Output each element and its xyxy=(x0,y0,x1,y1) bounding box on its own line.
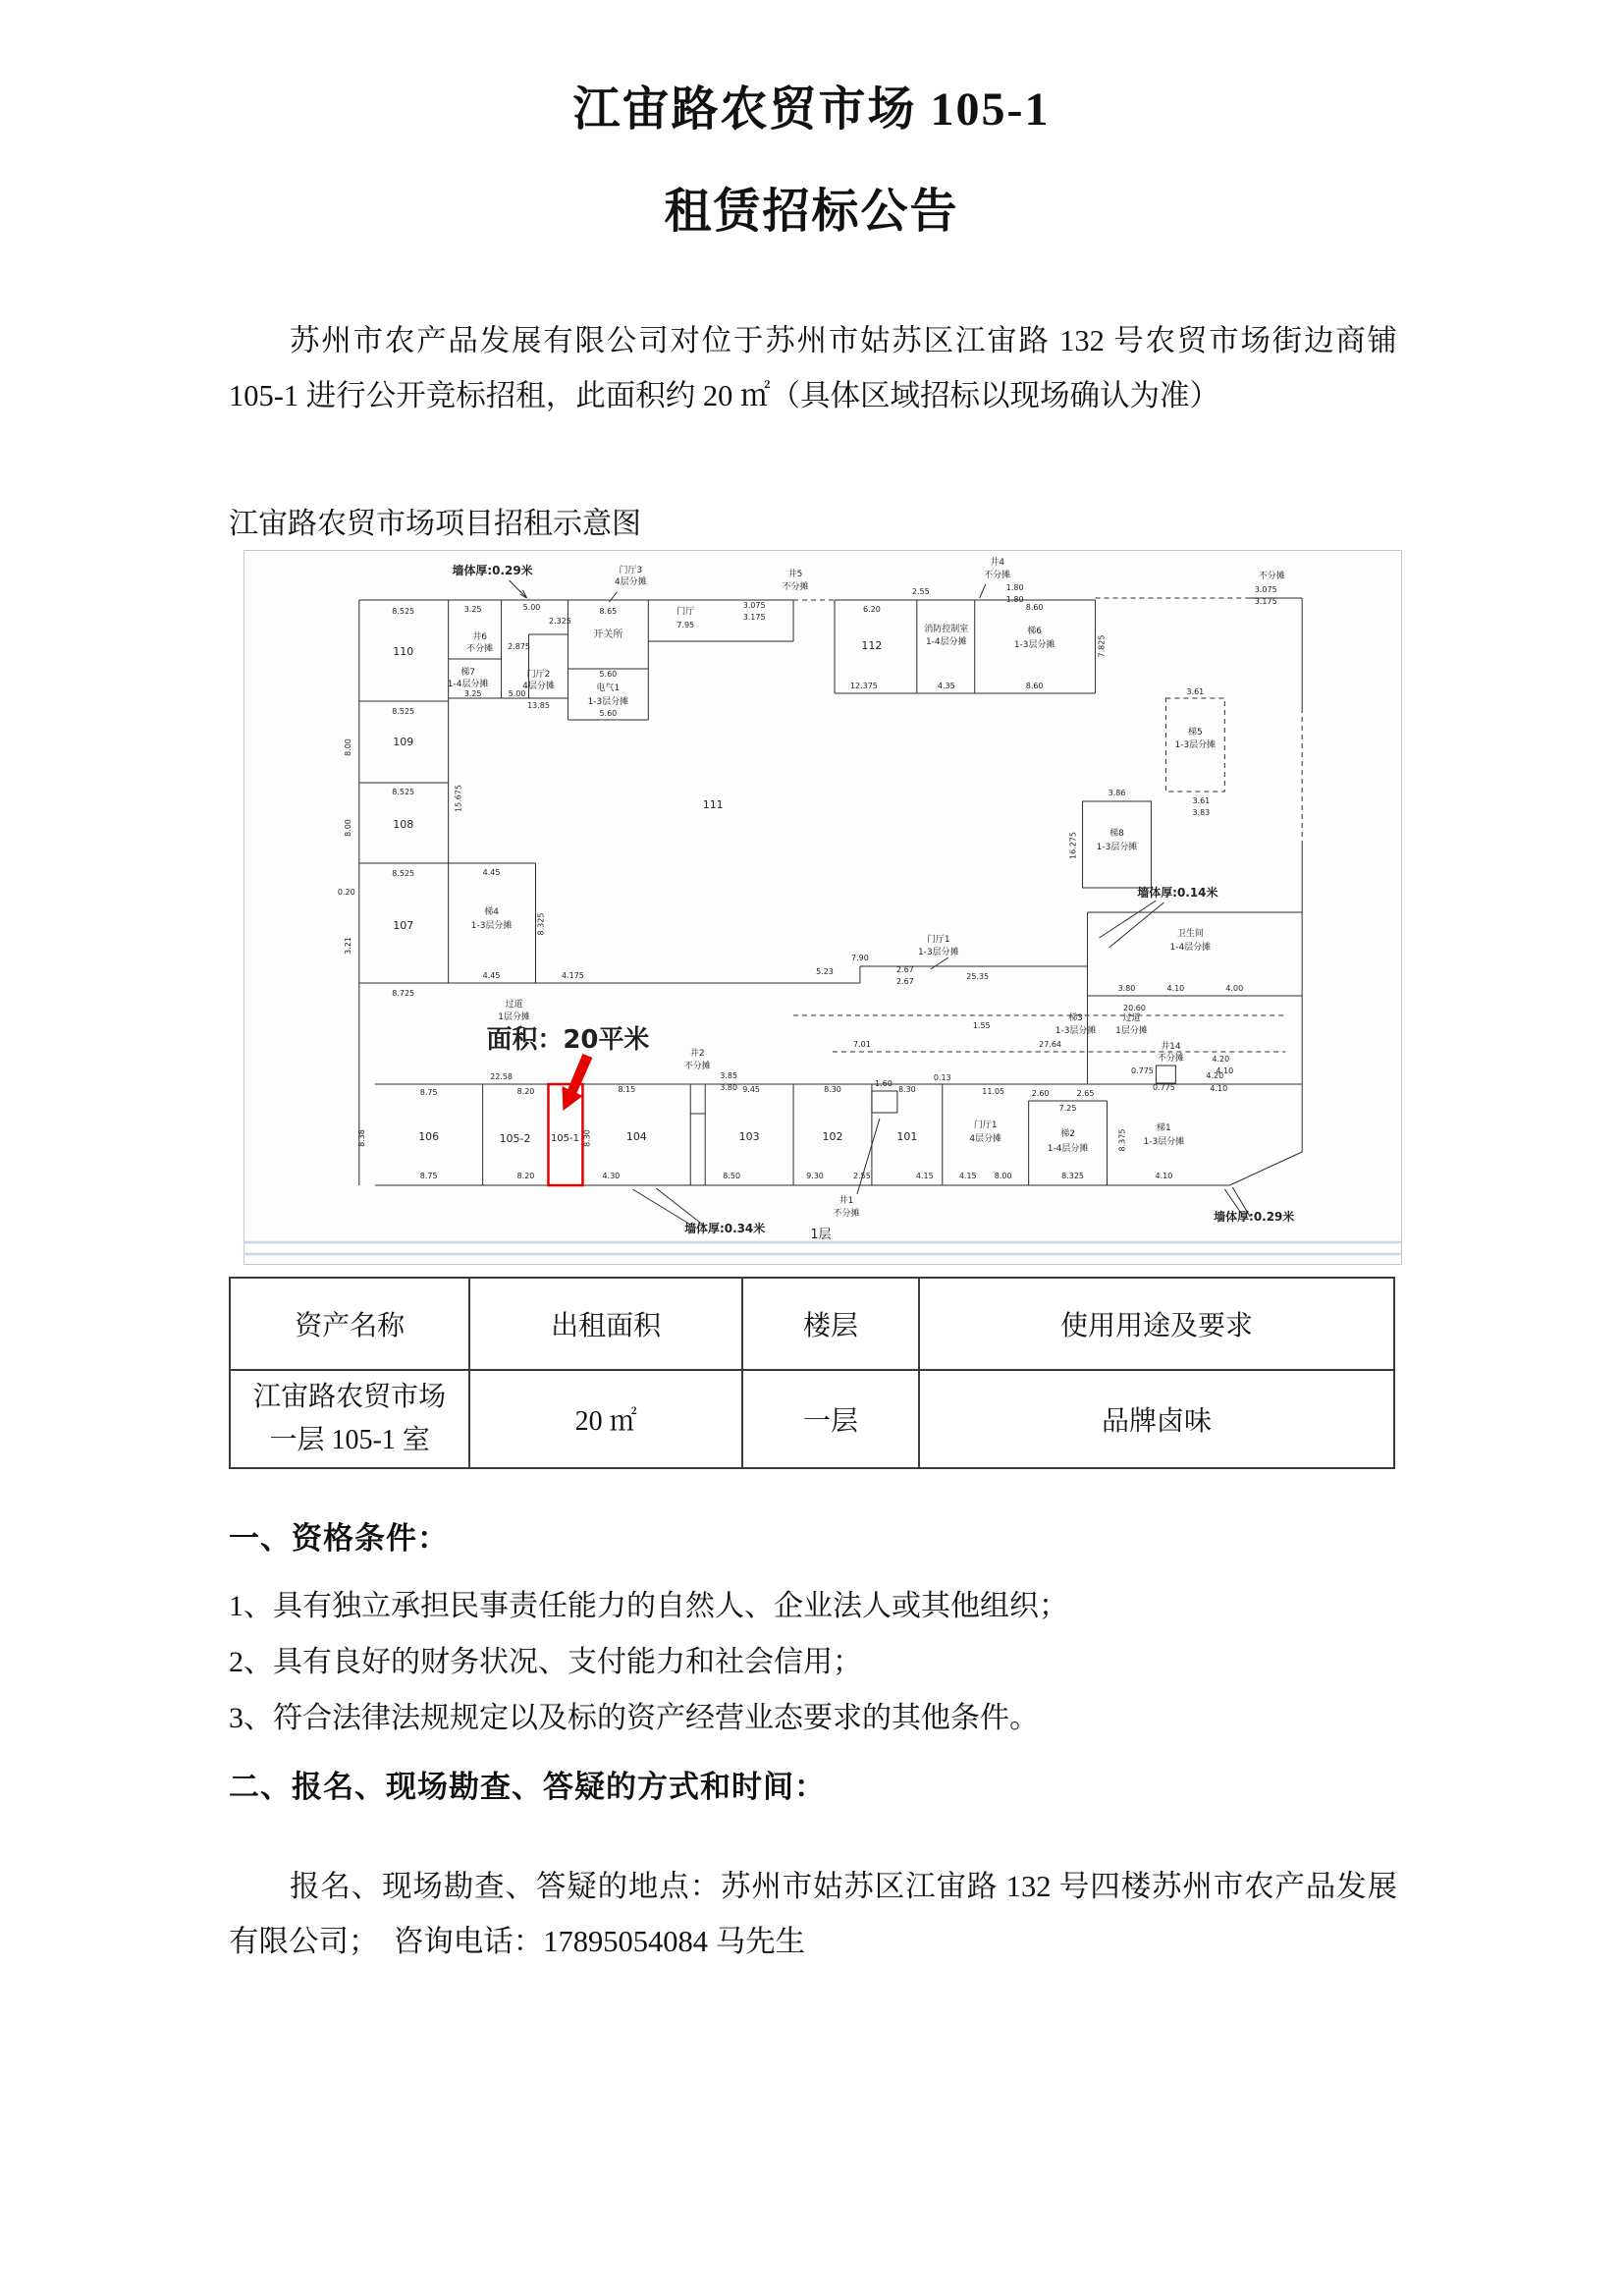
svg-text:消防控制室: 消防控制室 xyxy=(924,624,969,635)
svg-text:1-3层分摊: 1-3层分摊 xyxy=(1013,639,1055,651)
svg-text:8.00: 8.00 xyxy=(994,1171,1012,1181)
svg-text:6.20: 6.20 xyxy=(863,604,881,615)
svg-text:3.61: 3.61 xyxy=(1192,795,1211,806)
svg-text:1-3层分摊: 1-3层分摊 xyxy=(1143,1136,1185,1148)
svg-text:4.10: 4.10 xyxy=(1166,983,1185,994)
svg-text:7.25: 7.25 xyxy=(1058,1103,1077,1114)
svg-text:门厅2: 门厅2 xyxy=(526,669,551,681)
col-header-rent-area: 出租面积 xyxy=(469,1278,742,1370)
svg-text:3.25: 3.25 xyxy=(463,688,482,699)
svg-text:过道: 过道 xyxy=(505,999,523,1011)
svg-text:5.00: 5.00 xyxy=(508,688,526,699)
svg-text:井6: 井6 xyxy=(472,631,487,643)
svg-text:9.30: 9.30 xyxy=(806,1171,824,1181)
svg-text:1-3层分摊: 1-3层分摊 xyxy=(917,947,959,958)
svg-text:8.00: 8.00 xyxy=(343,819,352,837)
svg-text:2.55: 2.55 xyxy=(853,1171,871,1181)
svg-text:面积：20平米: 面积：20平米 xyxy=(486,1024,650,1056)
svg-text:墙体厚:0.29米: 墙体厚:0.29米 xyxy=(452,563,533,578)
svg-text:墙体厚:0.29米: 墙体厚:0.29米 xyxy=(1214,1209,1295,1225)
svg-text:0.775: 0.775 xyxy=(1131,1066,1154,1076)
svg-text:梯7: 梯7 xyxy=(460,667,475,679)
svg-text:4.30: 4.30 xyxy=(602,1171,621,1181)
svg-text:梯1: 梯1 xyxy=(1157,1122,1171,1134)
svg-text:1-3层分摊: 1-3层分摊 xyxy=(470,920,513,932)
asset-name-line1: 江宙路农贸市场 xyxy=(253,1382,447,1412)
svg-text:8.15: 8.15 xyxy=(618,1084,636,1095)
doc-title-line1: 江宙路农贸市场 105-1 xyxy=(572,83,1051,136)
svg-text:1-3层分摊: 1-3层分摊 xyxy=(1055,1025,1097,1037)
svg-text:105-2: 105-2 xyxy=(499,1131,531,1146)
svg-text:8.30: 8.30 xyxy=(897,1084,916,1095)
highlight-arrow-icon xyxy=(562,1054,592,1111)
asset-name-line2: 一层 105-1 室 xyxy=(269,1425,430,1455)
cell-floor: 一层 xyxy=(742,1370,919,1468)
svg-text:4.10: 4.10 xyxy=(1210,1083,1228,1094)
svg-text:7.825: 7.825 xyxy=(1097,634,1107,658)
svg-text:4.15: 4.15 xyxy=(915,1171,934,1181)
svg-text:4层分摊: 4层分摊 xyxy=(615,576,647,588)
svg-text:墙体厚:0.14米: 墙体厚:0.14米 xyxy=(1137,885,1218,901)
svg-text:4层分摊: 4层分摊 xyxy=(969,1133,1002,1145)
svg-text:门厅1: 门厅1 xyxy=(926,934,950,946)
asset-table-header-row xyxy=(230,1278,1394,1370)
svg-text:8.75: 8.75 xyxy=(419,1087,438,1098)
svg-text:8.65: 8.65 xyxy=(599,606,618,617)
svg-text:8.325: 8.325 xyxy=(536,912,546,936)
svg-text:13.85: 13.85 xyxy=(527,700,550,711)
svg-text:8.20: 8.20 xyxy=(516,1171,535,1181)
svg-text:5.23: 5.23 xyxy=(816,966,834,977)
svg-text:27.64: 27.64 xyxy=(1039,1039,1062,1050)
svg-text:4.35: 4.35 xyxy=(937,681,955,691)
svg-text:7.90: 7.90 xyxy=(851,953,869,963)
svg-text:109: 109 xyxy=(393,735,414,749)
svg-text:1.80: 1.80 xyxy=(1005,594,1024,605)
svg-text:开关所: 开关所 xyxy=(593,629,623,641)
svg-text:1层: 1层 xyxy=(810,1227,832,1243)
svg-text:井2: 井2 xyxy=(689,1048,705,1060)
col-header-usage: 使用用途及要求 xyxy=(919,1278,1394,1370)
col-header-asset-name: 资产名称 xyxy=(230,1278,469,1370)
svg-text:0.775: 0.775 xyxy=(1152,1082,1175,1093)
svg-text:4.45: 4.45 xyxy=(482,970,501,981)
svg-text:梯3: 梯3 xyxy=(1068,1012,1083,1024)
svg-text:22.58: 22.58 xyxy=(490,1071,513,1082)
list-item: 1、具有独立承担民事责任能力的自然人、企业法人或其他组织； xyxy=(229,1590,1068,1622)
svg-text:105-1: 105-1 xyxy=(550,1132,579,1145)
svg-text:2.60: 2.60 xyxy=(1031,1088,1050,1099)
plan-caption: 江宙路农贸市场项目招租示意图 xyxy=(229,508,641,540)
svg-text:梯2: 梯2 xyxy=(1060,1128,1075,1140)
svg-text:4.45: 4.45 xyxy=(482,867,501,878)
floor-plan-svg xyxy=(244,551,1401,1264)
svg-text:4.175: 4.175 xyxy=(562,970,584,981)
svg-text:电气1: 电气1 xyxy=(596,683,621,694)
svg-text:4.10: 4.10 xyxy=(1155,1171,1173,1181)
svg-text:4.00: 4.00 xyxy=(1225,983,1244,994)
svg-text:2.875: 2.875 xyxy=(508,641,530,652)
svg-text:2.325: 2.325 xyxy=(549,616,571,627)
svg-text:不分摊: 不分摊 xyxy=(1258,571,1285,582)
svg-text:11.05: 11.05 xyxy=(982,1086,1005,1097)
svg-text:2.65: 2.65 xyxy=(1076,1088,1095,1099)
svg-text:102: 102 xyxy=(822,1129,843,1144)
svg-text:15.675: 15.675 xyxy=(454,785,463,812)
svg-text:7.01: 7.01 xyxy=(853,1039,871,1050)
svg-text:4.20: 4.20 xyxy=(1206,1070,1224,1081)
svg-text:7.95: 7.95 xyxy=(676,620,695,630)
svg-text:8.325: 8.325 xyxy=(1061,1171,1084,1181)
svg-text:不分摊: 不分摊 xyxy=(833,1208,860,1220)
svg-text:不分摊: 不分摊 xyxy=(782,581,809,593)
svg-text:1-4层分摊: 1-4层分摊 xyxy=(1047,1143,1089,1155)
svg-text:8.525: 8.525 xyxy=(392,706,415,717)
svg-text:1-3层分摊: 1-3层分摊 xyxy=(1174,739,1217,751)
svg-text:8.38: 8.38 xyxy=(356,1129,366,1147)
svg-text:107: 107 xyxy=(393,918,414,933)
svg-text:110: 110 xyxy=(393,644,414,659)
svg-text:20.60: 20.60 xyxy=(1123,1003,1146,1013)
registration-paragraph: 报名、现场勘查、答疑的地点：苏州市姑苏区江宙路 132 号四楼苏州市农产品发展有限公司； 咨询电话：17895054084 马先生 xyxy=(229,1869,1397,1958)
svg-text:9.45: 9.45 xyxy=(742,1084,761,1095)
svg-text:门厅1: 门厅1 xyxy=(973,1120,998,1131)
list-item: 3、符合法律法规规定以及标的资产经营业态要求的其他条件。 xyxy=(229,1702,1039,1734)
svg-text:1.80: 1.80 xyxy=(1005,582,1024,593)
svg-text:1-3层分摊: 1-3层分摊 xyxy=(1096,842,1138,853)
svg-text:墙体厚:0.34米: 墙体厚:0.34米 xyxy=(684,1221,766,1236)
svg-text:梯8: 梯8 xyxy=(1109,828,1124,840)
svg-text:25.35: 25.35 xyxy=(966,971,990,982)
svg-text:104: 104 xyxy=(625,1129,647,1144)
svg-text:16.275: 16.275 xyxy=(1068,832,1078,859)
svg-text:111: 111 xyxy=(702,797,724,812)
cell-asset-name xyxy=(230,1370,469,1468)
svg-text:2.55: 2.55 xyxy=(911,586,930,597)
svg-text:112: 112 xyxy=(861,638,883,653)
svg-text:1-4层分摊: 1-4层分摊 xyxy=(447,679,489,690)
svg-text:不分摊: 不分摊 xyxy=(1157,1053,1184,1065)
svg-text:梯6: 梯6 xyxy=(1027,626,1042,637)
svg-text:3.075: 3.075 xyxy=(742,600,766,611)
svg-text:5.60: 5.60 xyxy=(599,708,618,719)
svg-text:3.61: 3.61 xyxy=(1186,686,1205,697)
svg-text:8.50: 8.50 xyxy=(723,1171,741,1181)
svg-text:2.67: 2.67 xyxy=(895,976,914,987)
svg-text:4.15: 4.15 xyxy=(958,1171,977,1181)
svg-text:101: 101 xyxy=(896,1129,918,1144)
svg-text:1.60: 1.60 xyxy=(875,1078,893,1089)
cell-rent-area: 20 ㎡ xyxy=(469,1370,742,1468)
svg-text:不分摊: 不分摊 xyxy=(984,570,1011,581)
svg-text:5.60: 5.60 xyxy=(599,669,618,680)
svg-text:1层分摊: 1层分摊 xyxy=(498,1011,530,1023)
svg-text:不分摊: 不分摊 xyxy=(466,643,494,655)
svg-text:1-3层分摊: 1-3层分摊 xyxy=(587,696,629,708)
svg-text:卫生间: 卫生间 xyxy=(1176,928,1204,940)
svg-text:3.80: 3.80 xyxy=(720,1082,738,1093)
svg-text:8.20: 8.20 xyxy=(516,1086,535,1097)
svg-text:过道: 过道 xyxy=(1122,1012,1141,1024)
svg-text:梯4: 梯4 xyxy=(484,906,499,918)
svg-text:8.30: 8.30 xyxy=(582,1129,592,1147)
svg-text:3.83: 3.83 xyxy=(1192,807,1211,818)
svg-text:12.375: 12.375 xyxy=(849,681,878,691)
svg-text:3.85: 3.85 xyxy=(720,1070,738,1081)
intro-paragraph: 苏州市农产品发展有限公司对位于苏州市姑苏区江宙路 132 号农贸市场街边商铺 105-1 进行公开竞标招租，此面积约 20 ㎡（具体区域招标以现场确认为准） xyxy=(229,323,1397,412)
svg-text:8.525: 8.525 xyxy=(392,787,415,797)
svg-text:井14: 井14 xyxy=(1161,1041,1181,1053)
svg-text:不分摊: 不分摊 xyxy=(683,1061,711,1072)
svg-text:108: 108 xyxy=(393,817,414,832)
section2-heading: 二、报名、现场勘查、答疑的方式和时间： xyxy=(229,1770,826,1804)
svg-text:3.86: 3.86 xyxy=(1108,788,1126,798)
qualification-list xyxy=(229,1578,1402,1746)
list-item: 2、具有良好的财务状况、支付能力和社会信用； xyxy=(229,1646,862,1678)
svg-text:井4: 井4 xyxy=(990,557,1005,569)
svg-text:4.20: 4.20 xyxy=(1212,1054,1230,1065)
svg-text:8.75: 8.75 xyxy=(419,1171,438,1181)
svg-text:3.175: 3.175 xyxy=(742,612,766,623)
svg-text:3.175: 3.175 xyxy=(1254,596,1277,607)
svg-text:8.30: 8.30 xyxy=(824,1084,841,1095)
svg-text:8.00: 8.00 xyxy=(343,738,352,756)
section1-heading: 一、资格条件： xyxy=(229,1521,449,1556)
table-row xyxy=(230,1370,1394,1468)
asset-table xyxy=(229,1277,1395,1469)
col-header-floor: 楼层 xyxy=(742,1278,919,1370)
svg-text:4.10: 4.10 xyxy=(1216,1066,1234,1076)
svg-text:8.525: 8.525 xyxy=(392,606,415,617)
svg-text:4层分摊: 4层分摊 xyxy=(522,681,555,692)
svg-text:8.725: 8.725 xyxy=(392,988,415,999)
svg-text:3.80: 3.80 xyxy=(1117,983,1136,994)
svg-text:103: 103 xyxy=(738,1129,760,1144)
svg-text:8.60: 8.60 xyxy=(1025,681,1044,691)
svg-text:0.13: 0.13 xyxy=(933,1072,951,1083)
svg-text:1-4层分摊: 1-4层分摊 xyxy=(1169,942,1212,954)
svg-text:井5: 井5 xyxy=(787,569,803,580)
svg-text:1.55: 1.55 xyxy=(972,1020,991,1031)
svg-text:0.20: 0.20 xyxy=(337,887,355,898)
svg-text:井1: 井1 xyxy=(839,1195,854,1207)
doc-title-line2: 租赁招标公告 xyxy=(664,186,959,238)
svg-text:8.375: 8.375 xyxy=(1117,1128,1127,1152)
svg-text:门厅: 门厅 xyxy=(676,606,695,618)
svg-text:106: 106 xyxy=(418,1129,440,1144)
svg-text:5.00: 5.00 xyxy=(522,602,541,613)
svg-text:8.525: 8.525 xyxy=(392,868,415,879)
svg-text:3.25: 3.25 xyxy=(463,604,482,615)
floor-plan xyxy=(243,550,1402,1265)
svg-text:2.67: 2.67 xyxy=(895,964,914,975)
svg-text:门厅3: 门厅3 xyxy=(619,565,643,576)
svg-text:3.21: 3.21 xyxy=(343,937,352,955)
cell-usage: 品牌卤味 xyxy=(919,1370,1394,1468)
svg-text:1-4层分摊: 1-4层分摊 xyxy=(925,636,967,648)
svg-text:3.075: 3.075 xyxy=(1254,584,1277,595)
svg-text:梯5: 梯5 xyxy=(1188,727,1203,738)
svg-text:1层分摊: 1层分摊 xyxy=(1115,1025,1148,1037)
svg-text:8.60: 8.60 xyxy=(1025,602,1044,613)
